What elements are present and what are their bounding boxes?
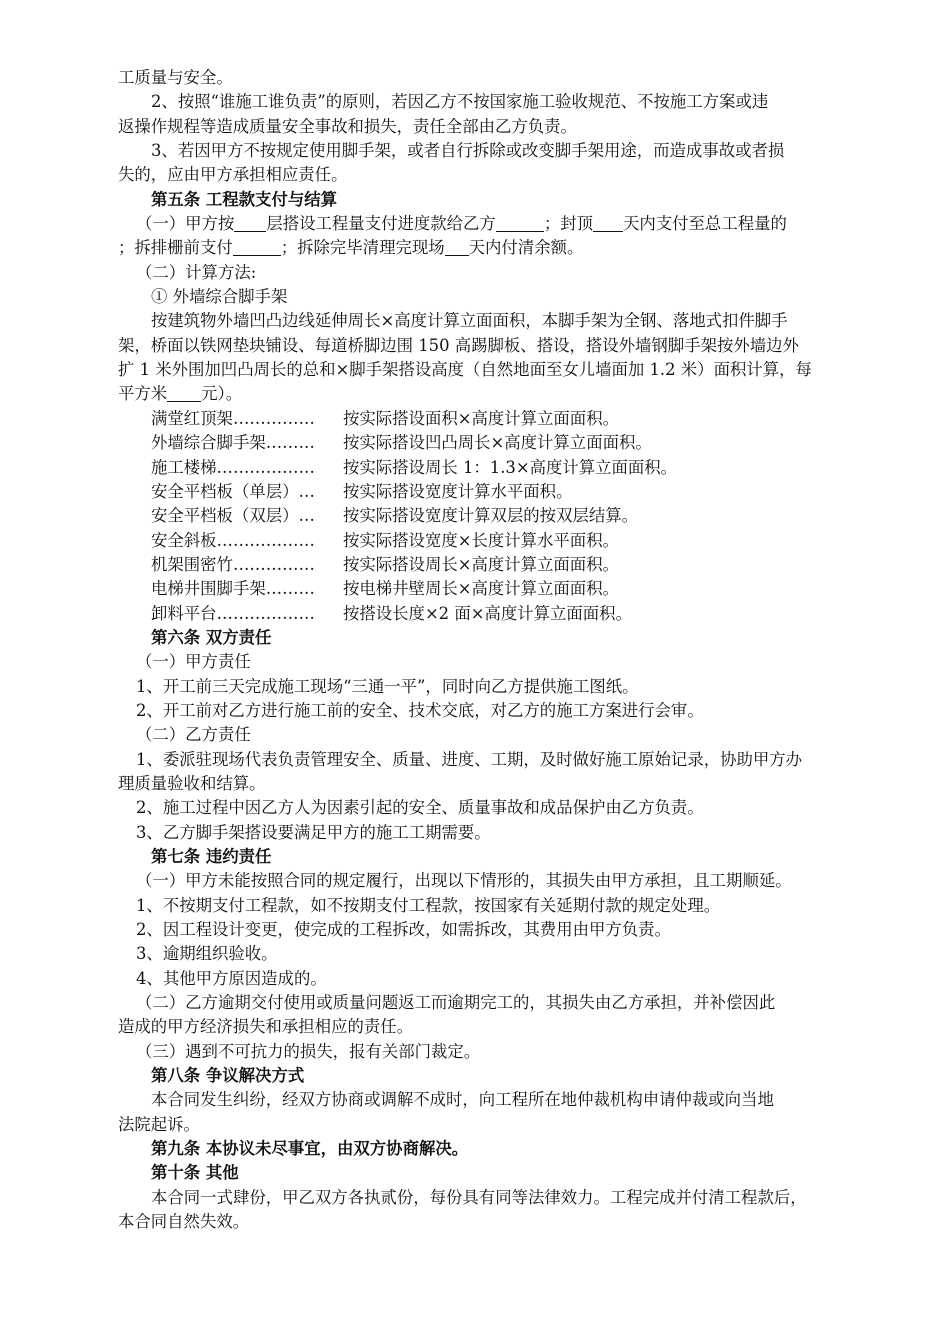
list-item: 施工楼梯……………… 按实际搭设周长 1：1.3×高度计算立面面积。 [151, 457, 678, 477]
blank-field [233, 239, 281, 256]
paragraph: （一）甲方未能按照合同的规定履行，出现以下情形的，其损失由甲方承担，且工期顺延。 [136, 871, 792, 891]
payment-line-2: ；拆排栅前支付 ；拆除完毕清理完现场 天内付清余额。 [118, 238, 584, 258]
calc-item-1: ① 外墙综合脚手架 [151, 287, 288, 307]
list-item: 卸料平台……………… 按搭设长度×2 面×高度计算立面面积。 [151, 603, 632, 623]
paragraph: 2、按照“谁施工谁负责”的原则，若因乙方不按国家施工验收规范、不按施工方案或违 [151, 92, 769, 112]
payment-line-1: （一）甲方按 层搭设工程量支付进度款给乙方 ；封顶 天内支付至总工程量的 [136, 214, 787, 234]
paragraph: 平方米 元）。 [118, 384, 243, 404]
article-9-heading: 第九条 本协议未尽事宜，由双方协商解决。 [151, 1139, 469, 1159]
paragraph: 3、乙方脚手架搭设要满足甲方的施工工期需要。 [136, 822, 491, 842]
calc-heading: （二）计算方法: [136, 262, 257, 282]
article-6-heading: 第六条 双方责任 [151, 627, 272, 647]
paragraph: 本合同一式肆份，甲乙双方各执贰份，每份具有同等法律效力。工程完成并付清工程款后， [151, 1187, 807, 1207]
paragraph: 2、施工过程中因乙方人为因素引起的安全、质量事故和成品保护由乙方负责。 [136, 798, 704, 818]
paragraph: 造成的甲方经济损失和承担相应的责任。 [118, 1017, 414, 1037]
paragraph: 1、委派驻现场代表负责管理安全、质量、进度、工期，及时做好施工原始记录，协助甲方办 [136, 749, 803, 769]
paragraph: 4、其他甲方原因造成的。 [136, 968, 327, 988]
list-item: 满堂红顶架…………… 按实际搭设面积×高度计算立面面积。 [151, 408, 619, 428]
paragraph: 扩 1 米外围加凹凸周长的总和×脚手架搭设高度（自然地面至女儿墙面加 1.2 米）面积计算，每 [118, 360, 812, 380]
subheading: （一）甲方责任 [136, 652, 251, 672]
article-10-heading: 第十条 其他 [151, 1163, 239, 1183]
document-page [118, 66, 888, 1235]
paragraph: 失的，应由甲方承担相应责任。 [118, 165, 348, 185]
paragraph: 按建筑物外墙凹凸边线延伸周长×高度计算立面面积，本脚手架为全钢、落地式扣件脚手 [151, 311, 788, 331]
paragraph: 返操作规程等造成质量安全事故和损失，责任全部由乙方负责。 [118, 116, 577, 136]
paragraph: 法院起诉。 [118, 1114, 200, 1134]
list-item: 外墙综合脚手架……… 按实际搭设凹凸周长×高度计算立面面积。 [151, 433, 652, 453]
paragraph: 2、因工程设计变更，使完成的工程拆改，如需拆改，其费用由甲方负责。 [136, 920, 671, 940]
paragraph: 工质量与安全。 [118, 68, 233, 87]
blank-field [496, 215, 544, 232]
paragraph: 3、若因甲方不按规定使用脚手架，或者自行拆除或改变脚手架用途，而造成事故或者损 [151, 141, 785, 161]
article-7-heading: 第七条 违约责任 [151, 847, 272, 866]
blank-field [593, 215, 623, 232]
list-item: 安全平档板（单层）… 按实际搭设宽度计算水平面积。 [151, 481, 573, 501]
calc-rules-list [118, 407, 888, 626]
article-8-heading: 第八条 争议解决方式 [151, 1066, 305, 1086]
paragraph: 3、逾期组织验收。 [136, 944, 278, 964]
paragraph: 2、开工前对乙方进行施工前的安全、技术交底，对乙方的施工方案进行会审。 [136, 700, 704, 720]
list-item: 安全斜板……………… 按实际搭设宽度×长度计算水平面积。 [151, 530, 619, 550]
blank-field [234, 215, 266, 232]
list-item: 机架围密竹…………… 按实际搭设周长×高度计算立面面积。 [151, 554, 619, 574]
list-item: 安全平档板（双层）… 按实际搭设宽度计算双层的按双层结算。 [151, 506, 639, 526]
paragraph: 本合同自然失效。 [118, 1212, 250, 1232]
list-item: 电梯井围脚手架……… 按电梯井壁周长×高度计算立面面积。 [151, 579, 619, 599]
paragraph: （二）乙方逾期交付使用或质量问题返工而逾期完工的，其损失由乙方承担，并补偿因此 [136, 993, 776, 1013]
blank-field [445, 239, 469, 256]
paragraph: 1、开工前三天完成施工现场“三通一平”，同时向乙方提供施工图纸。 [136, 676, 639, 696]
article-5-heading: 第五条 工程款支付与结算 [151, 189, 338, 209]
paragraph: 理质量验收和结算。 [118, 773, 266, 793]
paragraph: （三）遇到不可抗力的损失，报有关部门裁定。 [136, 1041, 481, 1061]
blank-field [167, 385, 201, 402]
paragraph: 架，桥面以铁网垫块铺设、每道桥脚边围 150 高踢脚板、搭设，搭设外墙钢脚手架按外墙边外 [118, 335, 799, 355]
subheading: （二）乙方责任 [136, 725, 251, 745]
paragraph: 本合同发生纠纷，经双方协商或调解不成时，向工程所在地仲裁机构申请仲裁或向当地 [151, 1090, 774, 1110]
paragraph: 1、不按期支付工程款，如不按期支付工程款，按国家有关延期付款的规定处理。 [136, 895, 721, 915]
